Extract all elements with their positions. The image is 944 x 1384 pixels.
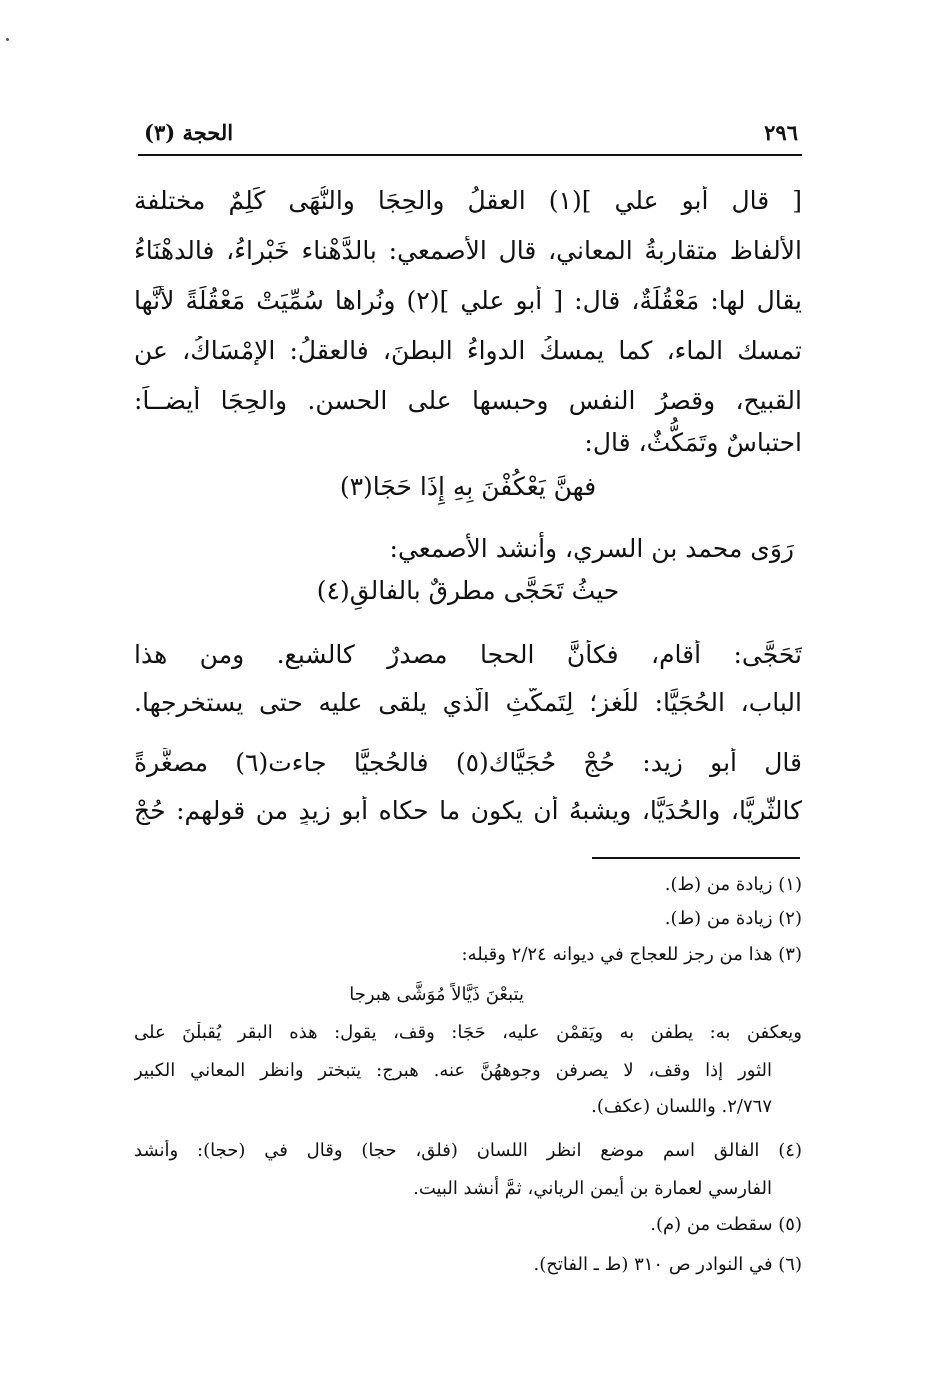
footnote-line: ٢/٧٦٧. واللسان (عكف). bbox=[591, 1096, 772, 1117]
body-line: قال أبو زيد: حُجْ حُجَيَّاك(٥) فالحُجيَّا جاءت(٦) مصغَّرةً bbox=[134, 748, 802, 777]
verse-line: فهنَّ يَعْكُفْنَ بِهِ إِذَا حَجَا(٣) bbox=[339, 472, 597, 501]
footnote: (٥) سقطت من (م). bbox=[650, 1214, 802, 1235]
footnote-line: الثور إذا وقف، لا يصرفن وجوههُنَّ عنه. هبرج: يتبختر وانظر المعاني الكبير bbox=[134, 1060, 772, 1081]
footnote-verse: يتبعْنَ ذَيَّالاً مُوَشَّى هبرجا bbox=[349, 984, 524, 1005]
footnote: (٢) زيادة من (ط). bbox=[664, 908, 802, 929]
footnote-line: (٤) الفالق اسم موضع انظر اللسان (فلق، حجا) وقال في (حجا): وأنشد bbox=[134, 1140, 802, 1161]
footnote-line: ويعكفن به: يطفن به ويَقمْن عليه، حَجَا: وقف، يقول: هذه البقر يُقبلْنَ على bbox=[134, 1022, 802, 1043]
body-line: تمسك الماء، كما يمسكُ الدواءُ البطنَ، فالعقلُ: الإِمْسَاكُ، عن bbox=[134, 336, 802, 365]
footnote: (٣) هذا من رجز للعجاج في ديوانه ٢/٢٤ وقبله: bbox=[461, 944, 802, 965]
body-line: تَحَجَّى: أقام، فكأنَّ الحجا مصدرٌ كالشبع. ومن هذا bbox=[134, 640, 802, 669]
footnote: (١) زيادة من (ط). bbox=[664, 874, 802, 895]
body-line: الباب، الحُجَيَّا: للُغزِ؛ لِتَمكُّثِ الَّذي يلقى عليه حتى يستخرجها. bbox=[134, 688, 802, 717]
body-line: [ قال أبو علي ](١) العقلُ والحِجَا والنُّهَى كَلِمٌ مختلفة bbox=[134, 186, 802, 215]
page-number: ٢٩٦ bbox=[764, 120, 798, 145]
narration-line: رَوَى محمد بن السري، وأنشد الأصمعي: bbox=[389, 534, 794, 563]
footnote-line: الفارسي لعمارة بن أيمن الرياني، ثمَّ أنشد البيت. bbox=[413, 1178, 772, 1199]
body-line: الألفاظ متقاربةُ المعاني، قال الأصمعي: بالدَّهْناء خَبْراءُ، فالدهْنَاءُ bbox=[134, 236, 802, 265]
footnote: (٦) في النوادر ص ٣١٠ (ط ـ الفاتح). bbox=[533, 1254, 802, 1275]
page-header bbox=[138, 120, 802, 156]
body-line: يقال لها: مَعْقُلَةٌ، قال: [ أبو علي ](٢) ونُراها سُمِّيَتْ مَعْقُلَةً لأنَّها bbox=[134, 286, 802, 315]
body-line: القبيح، وقصرُ النفس وحبسها على الحسنِ. والحِجَا أيضــاً: bbox=[134, 386, 802, 415]
running-title: الحجة (٣) bbox=[144, 120, 234, 145]
scan-speck bbox=[6, 38, 9, 41]
footnote-separator bbox=[592, 857, 800, 859]
verse-line: حيثُ تَحَجَّى مطرقٌ بالفالقِ(٤) bbox=[316, 576, 620, 605]
body-line: احتباسٌ وتَمَكُّثٌ، قال: bbox=[584, 428, 802, 457]
body-line: كالثُّريَّا، والحُدَيَّا، ويشبهُ أن يكون ما حكاه أبو زيدٍ من قولهم: حُجْ bbox=[134, 796, 802, 825]
